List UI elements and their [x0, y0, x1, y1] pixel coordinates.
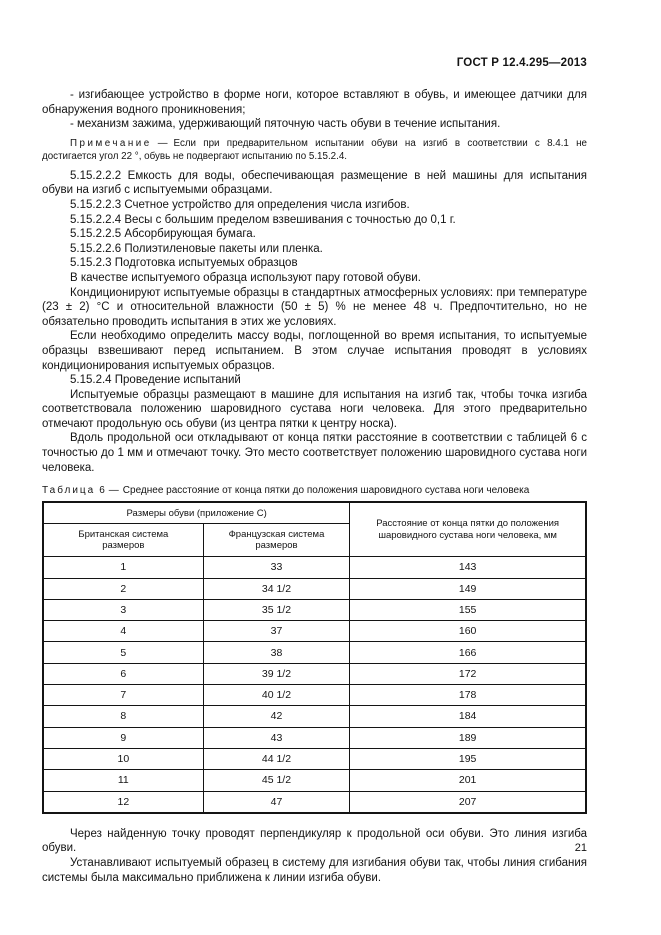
- paragraph: Если необходимо определить массу воды, поглощенной во время испытания, то испытуемые образцы взвешивают перед испытанием. В этом случае испытания проводят в условиях кондиционирования испытуемых образцов.: [42, 330, 587, 372]
- table-cell: 43: [203, 727, 350, 748]
- table-cell: 39 1/2: [203, 663, 350, 684]
- paragraph: 5.15.2.4 Проведение испытаний: [70, 374, 241, 387]
- table-row: [43, 557, 586, 578]
- header-cell-distance: [350, 502, 586, 557]
- table-header-row: [43, 502, 586, 524]
- table-cell: 207: [350, 791, 586, 813]
- table-body: [43, 557, 586, 813]
- table-cell: 10: [43, 748, 203, 769]
- header-distance-text: Расстояние от конца пятки до положения шаровидного сустава ноги человека, мм: [376, 518, 560, 541]
- table-cell: 35 1/2: [203, 599, 350, 620]
- note-label: Примечание: [70, 137, 152, 149]
- table-cell: 44 1/2: [203, 748, 350, 769]
- table-cell: 47: [203, 791, 350, 813]
- table-cell: 178: [350, 685, 586, 706]
- table-cell: 143: [350, 557, 586, 578]
- header-cell-french: [203, 524, 350, 557]
- table-cell: 189: [350, 727, 586, 748]
- table-cell: 2: [43, 578, 203, 599]
- header-sizes-group-text: Размеры обуви (приложение С): [126, 507, 267, 519]
- table-cell: 160: [350, 621, 586, 642]
- table-caption-number: 6: [99, 485, 105, 497]
- note-dash: —: [157, 137, 168, 149]
- page-number: 21: [574, 842, 587, 854]
- paragraph: 5.15.2.2.5 Абсорбирующая бумага.: [70, 228, 256, 241]
- header-cell-british: [43, 524, 203, 557]
- table-cell: 149: [350, 578, 586, 599]
- table-caption-dash: —: [108, 485, 119, 497]
- table-cell: 5: [43, 642, 203, 663]
- header-british-text: Британская система размеров: [78, 528, 169, 552]
- table-cell: 40 1/2: [203, 685, 350, 706]
- table-cell: 4: [43, 621, 203, 642]
- paragraph: Устанавливают испытуемый образец в систему для изгибания обуви так, чтобы линия сгибания системы была максимально приближена к линии изгиба обуви.: [42, 857, 587, 884]
- table-cell: 42: [203, 706, 350, 727]
- table-row: [43, 748, 586, 769]
- paragraph: 5.15.2.2.4 Весы с большим пределом взвешивания с точностью до 0,1 г.: [70, 213, 456, 226]
- table-cell: 12: [43, 791, 203, 813]
- table-caption-label: Таблица: [42, 485, 96, 497]
- table-cell: 155: [350, 599, 586, 620]
- table-cell: 6: [43, 663, 203, 684]
- table-row: [43, 621, 586, 642]
- paragraph: 5.15.2.2.6 Полиэтиленовые пакеты или пленка.: [70, 242, 323, 255]
- table-cell: 184: [350, 706, 586, 727]
- paragraph: - механизм зажима, удерживающий пяточную часть обуви в течение испытания.: [70, 118, 501, 131]
- header-cell-sizes-group: [43, 502, 350, 524]
- table-cell: 1: [43, 557, 203, 578]
- table-cell: 34 1/2: [203, 578, 350, 599]
- paragraph: Через найденную точку проводят перпендикуляр к продольной оси обуви. Это линия изгиба обуви.: [42, 827, 587, 855]
- table-cell: 8: [43, 706, 203, 727]
- table-row: [43, 770, 586, 791]
- paragraph: 5.15.2.3 Подготовка испытуемых образцов: [70, 257, 298, 270]
- document-content: [42, 88, 587, 885]
- paragraph: - изгибающее устройство в форме ноги, которое вставляют в обувь, и имеющее датчики для обнаружения водного проникновения;: [42, 89, 587, 116]
- table-cell: 45 1/2: [203, 770, 350, 791]
- table-row: [43, 727, 586, 748]
- table-caption: [42, 485, 587, 496]
- size-distance-table: [42, 501, 587, 814]
- note-text: Если при предварительном испытании обуви на изгиб в соответствии с 8.4.1 не достигается угол 22 °, обувь не подвергают испытанию по 5.15.2.4.: [42, 137, 587, 162]
- paragraph: 5.15.2.2.2 Емкость для воды, обеспечивающая размещение в ней машины для испытания обуви на изгиб с испытуемыми образцами.: [42, 169, 587, 197]
- table-row: [43, 706, 586, 727]
- table-row: [43, 685, 586, 706]
- paragraph: Кондиционируют испытуемые образцы в стандартных атмосферных условиях: при температуре (23 ± 2) °С и относительной влажности (50 ± 5) % не менее 48 ч. Предпочтительно, но не обязательно проводить испытания в этих же условиях.: [42, 286, 587, 328]
- table-cell: 201: [350, 770, 586, 791]
- table-cell: 3: [43, 599, 203, 620]
- table-cell: 172: [350, 663, 586, 684]
- paragraph: Испытуемые образцы размещают в машине для испытания на изгиб так, чтобы точка изгиба соответствовала положению шаровидного сустава ноги человека. Для этого предварительно отмечают продольную ось обуви (из центра пятки к центру носка).: [42, 388, 587, 430]
- note: [42, 137, 587, 163]
- table-cell: 7: [43, 685, 203, 706]
- table-cell: 38: [203, 642, 350, 663]
- table-cell: 166: [350, 642, 586, 663]
- paragraph: Вдоль продольной оси откладывают от конца пятки расстояние в соответствии с таблицей 6 с точностью до 1 мм и отмечают точку. Это место соответствует положению шаровидного сустава ноги человека.: [42, 432, 587, 474]
- table-cell: 33: [203, 557, 350, 578]
- paragraph: В качестве испытуемого образца используют пару готовой обуви.: [70, 271, 421, 284]
- table-row: [43, 642, 586, 663]
- table-caption-text: Среднее расстояние от конца пятки до положения шаровидного сустава ноги человека: [122, 485, 530, 497]
- paragraph: 5.15.2.2.3 Счетное устройство для определения числа изгибов.: [70, 198, 410, 211]
- table-cell: 11: [43, 770, 203, 791]
- table-row: [43, 578, 586, 599]
- table-head: [43, 502, 586, 557]
- header-french-text: Французская система размеров: [228, 528, 325, 552]
- doc-header-title: ГОСТ Р 12.4.295—2013: [456, 57, 587, 69]
- table-row: [43, 663, 586, 684]
- table-cell: 195: [350, 748, 586, 769]
- table-cell: 9: [43, 727, 203, 748]
- table-row: [43, 599, 586, 620]
- table-cell: 37: [203, 621, 350, 642]
- table-row: [43, 791, 586, 813]
